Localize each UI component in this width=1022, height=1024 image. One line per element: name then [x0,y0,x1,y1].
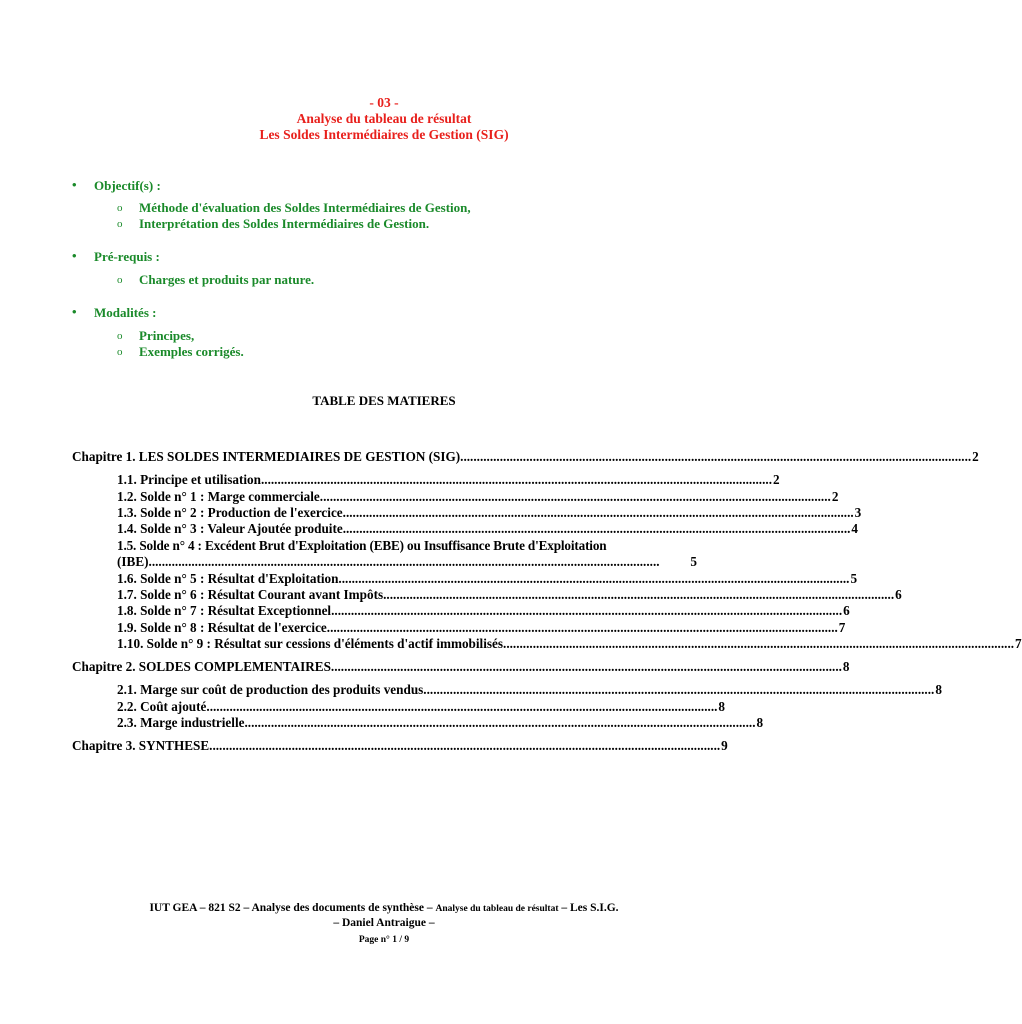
leader-dots: .......................................................................................................................................................... [463,449,972,464]
circle-bullet-icon: o [117,274,123,286]
document-subtitle: Les Soldes Intermédiaires de Gestion (SIG) [259,127,509,142]
circle-bullet-icon: o [117,218,123,230]
leader-dots: .......................................................................................................................................................... [341,571,850,586]
toc-chapter-2[interactable]: Chapitre 2. SOLDES COMPLEMENTAIRES. .......................................................................................................................................................... 8 [72,659,850,674]
toc-entry[interactable]: 1.6. Solde n° 5 : Résultat d'Exploitation. .......................................................................................................................................................... 5 [117,571,858,586]
toc-entry[interactable]: 1.7. Solde n° 6 : Résultat Courant avant Impôts. .......................................................................................................................................................... 6 [117,587,902,602]
leader-dots: .......................................................................................................................................................... [506,636,1015,651]
leader-dots: .......................................................................................................................................................... [386,587,895,602]
leader-dots: .......................................................................................................................................................... [264,472,772,487]
toc-entry[interactable]: 1.4. Solde n° 3 : Valeur Ajoutée produite .......................................................................................................................................................... 4 [117,521,859,536]
toc-entry[interactable]: 2.3. Marge industrielle. .......................................................................................................................................................... 8 [117,715,764,730]
toc-entry[interactable]: 2.1. Marge sur coût de production des produits vendus. .......................................................................................................................................................... 8 [117,682,942,697]
toc-chapter-1[interactable]: Chapitre 1. LES SOLDES INTERMEDIAIRES DE GESTION (SIG). .......................................................................................................................................................... 2 [72,449,979,464]
toc-entry[interactable]: 1.9. Solde n° 8 : Résultat de l'exercice. .......................................................................................................................................................... 7 [117,620,846,635]
toc-entry[interactable]: 2.2. Coût ajouté. .......................................................................................................................................................... 8 [117,699,725,714]
bullet-icon: • [72,177,77,192]
leader-dots: .......................................................................................................................................................... [330,620,838,635]
leader-dots: .......................................................................................................................................................... [151,554,660,569]
footer-line: IUT GEA – 821 S2 – Analyse des documents de synthèse – Analyse du tableau de résultat – Les S.I.G. [149,902,619,914]
toc-entry[interactable]: 1.3. Solde n° 2 : Production de l'exercice. .......................................................................................................................................................... 3 [117,505,862,520]
leader-dots: .......................................................................................................................................................... [209,699,718,714]
circle-bullet-icon: o [117,346,123,358]
footer-page-number: Page n° 1 / 9 [358,935,410,945]
prerequis-label: Pré-requis : [94,249,160,264]
toc-chapter-3[interactable]: Chapitre 3. SYNTHESE. .......................................................................................................................................................... 9 [72,738,728,753]
bullet-icon: • [72,248,77,263]
footer-author: – Daniel Antraigue – [333,917,435,929]
circle-bullet-icon: o [117,330,123,342]
leader-dots: .......................................................................................................................................................... [342,521,851,536]
toc-entry[interactable]: 1.10. Solde n° 9 : Résultat sur cessions d'éléments d'actif immobilisés. .......................................................................................................................................................... 7 [117,636,1022,651]
toc-entry[interactable]: 1.2. Solde n° 1 : Marge commerciale. .......................................................................................................................................................... 2 [117,489,839,504]
bullet-icon: • [72,304,77,319]
leader-dots: .......................................................................................................................................................... [426,682,935,697]
document-title: Analyse du tableau de résultat [296,111,472,126]
toc-entry[interactable]: (IBE). .......................................................................................................................................................... 5 [117,554,697,569]
leader-dots: .......................................................................................................................................................... [334,603,843,618]
circle-bullet-icon: o [117,202,123,214]
modalites-label: Modalités : [94,305,157,320]
page-number-header: - 03 - [369,95,399,110]
leader-dots: .......................................................................................................................................................... [247,715,756,730]
toc-entry[interactable]: 1.1. Principe et utilisation. .......................................................................................................................................................... 2 [117,472,780,487]
leader-dots: .......................................................................................................................................................... [345,505,854,520]
leader-dots: .......................................................................................................................................................... [323,489,831,504]
leader-dots: .......................................................................................................................................................... [212,738,721,753]
toc-title: TABLE DES MATIERES [312,393,456,408]
leader-dots: .......................................................................................................................................................... [334,659,842,674]
objectifs-label: Objectif(s) : [94,178,161,193]
toc-entry[interactable]: 1.8. Solde n° 7 : Résultat Exceptionnel. .......................................................................................................................................................... 6 [117,603,850,618]
toc-entry-line1[interactable]: 1.5. Solde n° 4 : Excédent Brut d'Exploitation (EBE) ou Insuffisance Brute d'Exploitation [117,538,607,553]
